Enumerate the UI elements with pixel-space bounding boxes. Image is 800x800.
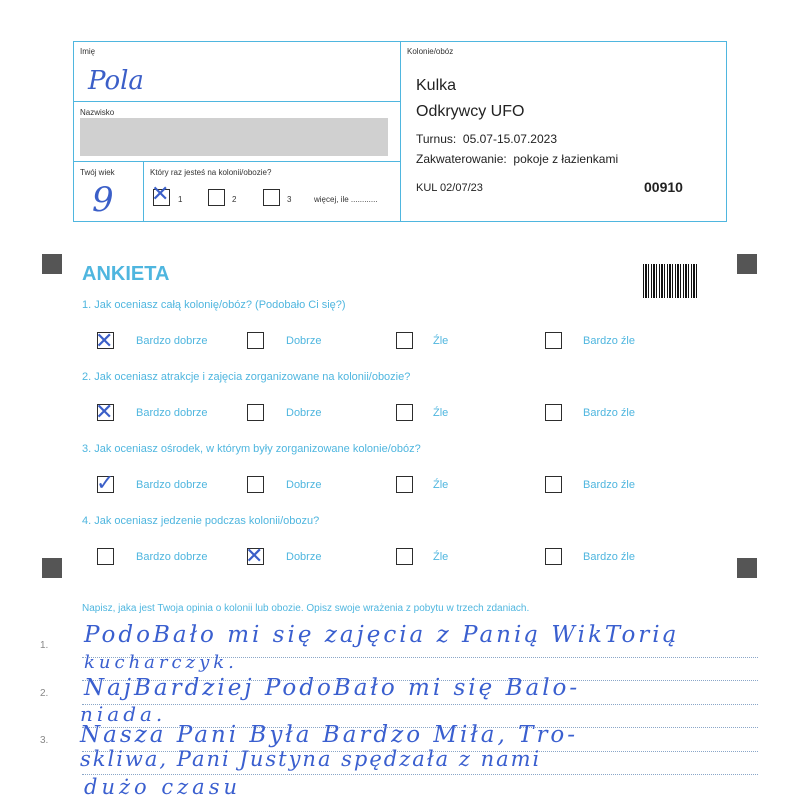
camp-code: KUL 02/07/23 (416, 182, 483, 194)
q4-option-bardzo-zle[interactable] (545, 548, 562, 565)
imie-label: Imię (80, 47, 96, 56)
registration-mark (737, 254, 757, 274)
question-1: 1. Jak oceniasz całą kolonię/obóz? (Podobało Ci się?) (82, 299, 346, 311)
q2-label-dobrze: Dobrze (286, 407, 322, 419)
q3-option-zle[interactable] (396, 476, 413, 493)
ktory-raz-label: Który raz jesteś na kolonii/obozie? (150, 168, 272, 177)
q3-label-dobrze: Dobrze (286, 479, 322, 491)
q3-label-bardzo-zle: Bardzo źle (583, 479, 635, 491)
camp-title: Odkrywcy UFO (416, 103, 525, 120)
q1-label-bardzo-zle: Bardzo źle (583, 335, 635, 347)
q1-option-bardzo-zle[interactable] (545, 332, 562, 349)
q1-label-bardzo-dobrze: Bardzo dobrze (136, 335, 208, 347)
ktory-raz-option-1: 1 (178, 195, 183, 204)
q3-label-bardzo-dobrze: Bardzo dobrze (136, 479, 208, 491)
ktory-raz-more: więcej, ile ............ (314, 195, 378, 204)
q2-option-dobrze[interactable] (247, 404, 264, 421)
q4-option-zle[interactable] (396, 548, 413, 565)
header-divider (400, 41, 401, 221)
q3-option-dobrze[interactable] (247, 476, 264, 493)
header-row-divider (73, 161, 400, 162)
q4-label-dobrze: Dobrze (286, 551, 322, 563)
answer-line-5: Nasza Pani Była Bardzo Miła, Tro- (80, 722, 579, 748)
answer-line-6: skliwa, Pani Justyna spędzała z nami (80, 747, 542, 771)
survey-title: ANKIETA (82, 263, 170, 285)
q2-label-bardzo-dobrze: Bardzo dobrze (136, 407, 208, 419)
q2-option-zle[interactable] (396, 404, 413, 421)
ktory-raz-checkbox-3[interactable] (263, 189, 280, 206)
turnus-label: Turnus: (416, 132, 457, 146)
imie-value: Pola (88, 66, 144, 96)
q3-label-zle: Źle (433, 479, 449, 491)
line-number-1: 1. (40, 640, 49, 651)
kolonie-label: Kolonie/obóz (407, 47, 454, 56)
q4-option-bardzo-dobrze[interactable] (97, 548, 114, 565)
question-2: 2. Jak oceniasz atrakcje i zajęcia zorganizowane na kolonii/obozie? (82, 371, 411, 383)
camp-number: 00910 (644, 179, 683, 195)
ktory-raz-checkbox-2[interactable] (208, 189, 225, 206)
zakw-value: pokoje z łazienkami (513, 152, 619, 166)
line-number-3: 3. (40, 735, 49, 746)
check-mark-icon: ✕ (95, 400, 114, 425)
camp-name: Kulka (416, 77, 457, 94)
zakwaterowanie (416, 152, 618, 166)
check-mark-icon: ✕ (95, 329, 114, 354)
q1-label-dobrze: Dobrze (286, 335, 322, 347)
answer-line-4: niada. (80, 702, 167, 726)
q2-label-zle: Źle (433, 407, 449, 419)
ktory-raz-option-2: 2 (232, 195, 237, 204)
zakw-label: Zakwaterowanie: (416, 152, 507, 166)
answer-line-3: NajBardziej PodoBało mi się Balo- (84, 675, 581, 701)
wiek-label: Twój wiek (80, 168, 115, 177)
q1-option-dobrze[interactable] (247, 332, 264, 349)
writing-line (82, 704, 758, 705)
wiek-value: 9 (92, 180, 114, 220)
q2-option-bardzo-zle[interactable] (545, 404, 562, 421)
redacted-surname (80, 118, 388, 156)
registration-mark (42, 254, 62, 274)
turnus-value: 05.07-15.07.2023 (462, 132, 558, 146)
check-mark-icon: ✕ (151, 182, 170, 207)
header-row-divider (73, 101, 400, 102)
answer-line-7: dużo czasu (84, 775, 241, 799)
question-3: 3. Jak oceniasz ośrodek, w którym były zorganizowane kolonie/obóz? (82, 443, 421, 455)
q4-label-bardzo-dobrze: Bardzo dobrze (136, 551, 208, 563)
line-number-2: 2. (40, 688, 49, 699)
q1-option-zle[interactable] (396, 332, 413, 349)
q2-label-bardzo-zle: Bardzo źle (583, 407, 635, 419)
check-mark-icon: ✓ (96, 471, 115, 496)
q4-label-zle: Źle (433, 551, 449, 563)
turnus (416, 132, 557, 146)
registration-mark (737, 558, 757, 578)
q4-label-bardzo-zle: Bardzo źle (583, 551, 635, 563)
answer-line-1: PodoBało mi się zajęcia z Panią WikTorią (84, 622, 680, 648)
answer-line-2: kucharczyk. (84, 652, 238, 673)
opinion-prompt: Napisz, jaka jest Twoja opinia o kolonii lub obozie. Opisz swoje wrażenia z pobytu w trzech zdaniach. (82, 603, 530, 614)
check-mark-icon: ✕ (245, 544, 264, 569)
q3-option-bardzo-zle[interactable] (545, 476, 562, 493)
barcode (643, 264, 697, 298)
question-4: 4. Jak oceniasz jedzenie podczas kolonii/obozu? (82, 515, 320, 527)
header-col-divider (143, 161, 144, 221)
nazwisko-label: Nazwisko (80, 108, 115, 117)
registration-mark (42, 558, 62, 578)
ktory-raz-option-3: 3 (287, 195, 292, 204)
q1-label-zle: Źle (433, 335, 449, 347)
